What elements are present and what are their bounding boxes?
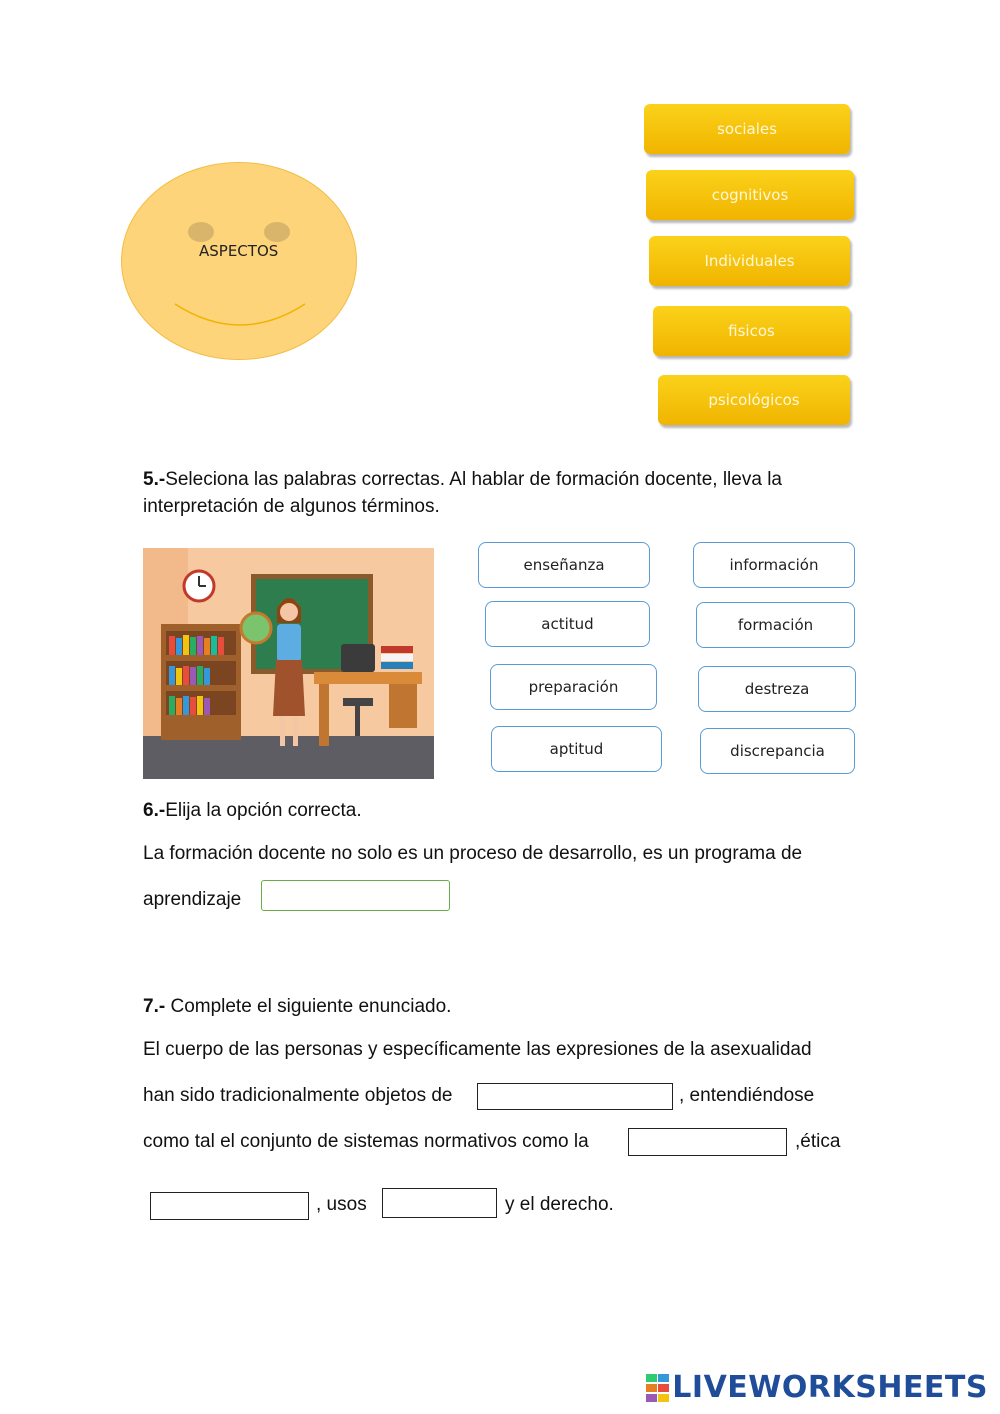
right-eye: [264, 222, 290, 242]
blank-input-4[interactable]: [382, 1188, 497, 1218]
aspect-button-sociales[interactable]: sociales: [644, 104, 850, 154]
aprendizaje-dropdown[interactable]: [261, 880, 450, 911]
question-7-line-3a: como tal el conjunto de sistemas normativos como la: [143, 1131, 589, 1152]
word-option-destreza[interactable]: destreza: [698, 666, 856, 712]
liveworksheets-logo-icon: [646, 1374, 670, 1402]
face-label: ASPECTOS: [199, 242, 279, 260]
aspect-button-cognitivos[interactable]: cognitivos: [646, 170, 854, 220]
question-7-line-1: El cuerpo de las personas y específicamente las expresiones de la asexualidad: [143, 1039, 812, 1060]
word-option-formacion[interactable]: formación: [696, 602, 855, 648]
question-6-line-2: aprendizaje: [143, 889, 242, 910]
word-option-preparacion[interactable]: preparación: [490, 664, 657, 710]
question-7-line-4b: y el derecho.: [505, 1194, 614, 1215]
word-option-discrepancia[interactable]: discrepancia: [700, 728, 855, 774]
word-option-informacion[interactable]: información: [693, 542, 855, 588]
question-6-title: Elija la opción correcta.: [165, 800, 362, 821]
question-7-line-2a: han sido tradicionalmente objetos de: [143, 1085, 453, 1106]
blank-input-1[interactable]: [477, 1083, 673, 1110]
brand-name: LIVEWORKSHEETS: [672, 1370, 988, 1405]
left-eye: [188, 222, 214, 242]
question-7-line-2b: , entendiéndose: [679, 1085, 815, 1106]
word-option-ensenanza[interactable]: enseñanza: [478, 542, 650, 588]
question-6-line-1: La formación docente no solo es un proceso de desarrollo, es un programa de: [143, 843, 803, 864]
question-6-number: 6.-: [143, 800, 166, 821]
aspect-button-psicologicos[interactable]: psicológicos: [658, 375, 850, 425]
question-7-title: Complete el siguiente enunciado.: [165, 996, 452, 1017]
word-option-actitud[interactable]: actitud: [485, 601, 650, 647]
classroom-illustration: [143, 548, 434, 779]
question-5: [143, 466, 863, 520]
question-7-line-3b: ,ética: [795, 1131, 841, 1152]
word-option-aptitud[interactable]: aptitud: [491, 726, 662, 772]
aspect-button-fisicos[interactable]: fisicos: [653, 306, 850, 356]
blank-input-2[interactable]: [628, 1128, 787, 1156]
aspect-button-individuales[interactable]: Individuales: [649, 236, 850, 286]
question-7-line-4a: , usos: [316, 1194, 367, 1215]
blank-input-3[interactable]: [150, 1192, 309, 1220]
question-5-text: Seleciona las palabras correctas. Al hablar de formación docente, lleva la interpretación de algunos términos.: [143, 469, 782, 517]
smile-icon: [170, 286, 310, 326]
question-7-number: 7.-: [143, 996, 166, 1017]
question-7: [143, 993, 863, 1020]
aspects-face: [121, 162, 357, 360]
question-5-number: 5.-: [143, 469, 166, 490]
footer-brand: [646, 1370, 988, 1405]
question-6: [143, 797, 863, 824]
